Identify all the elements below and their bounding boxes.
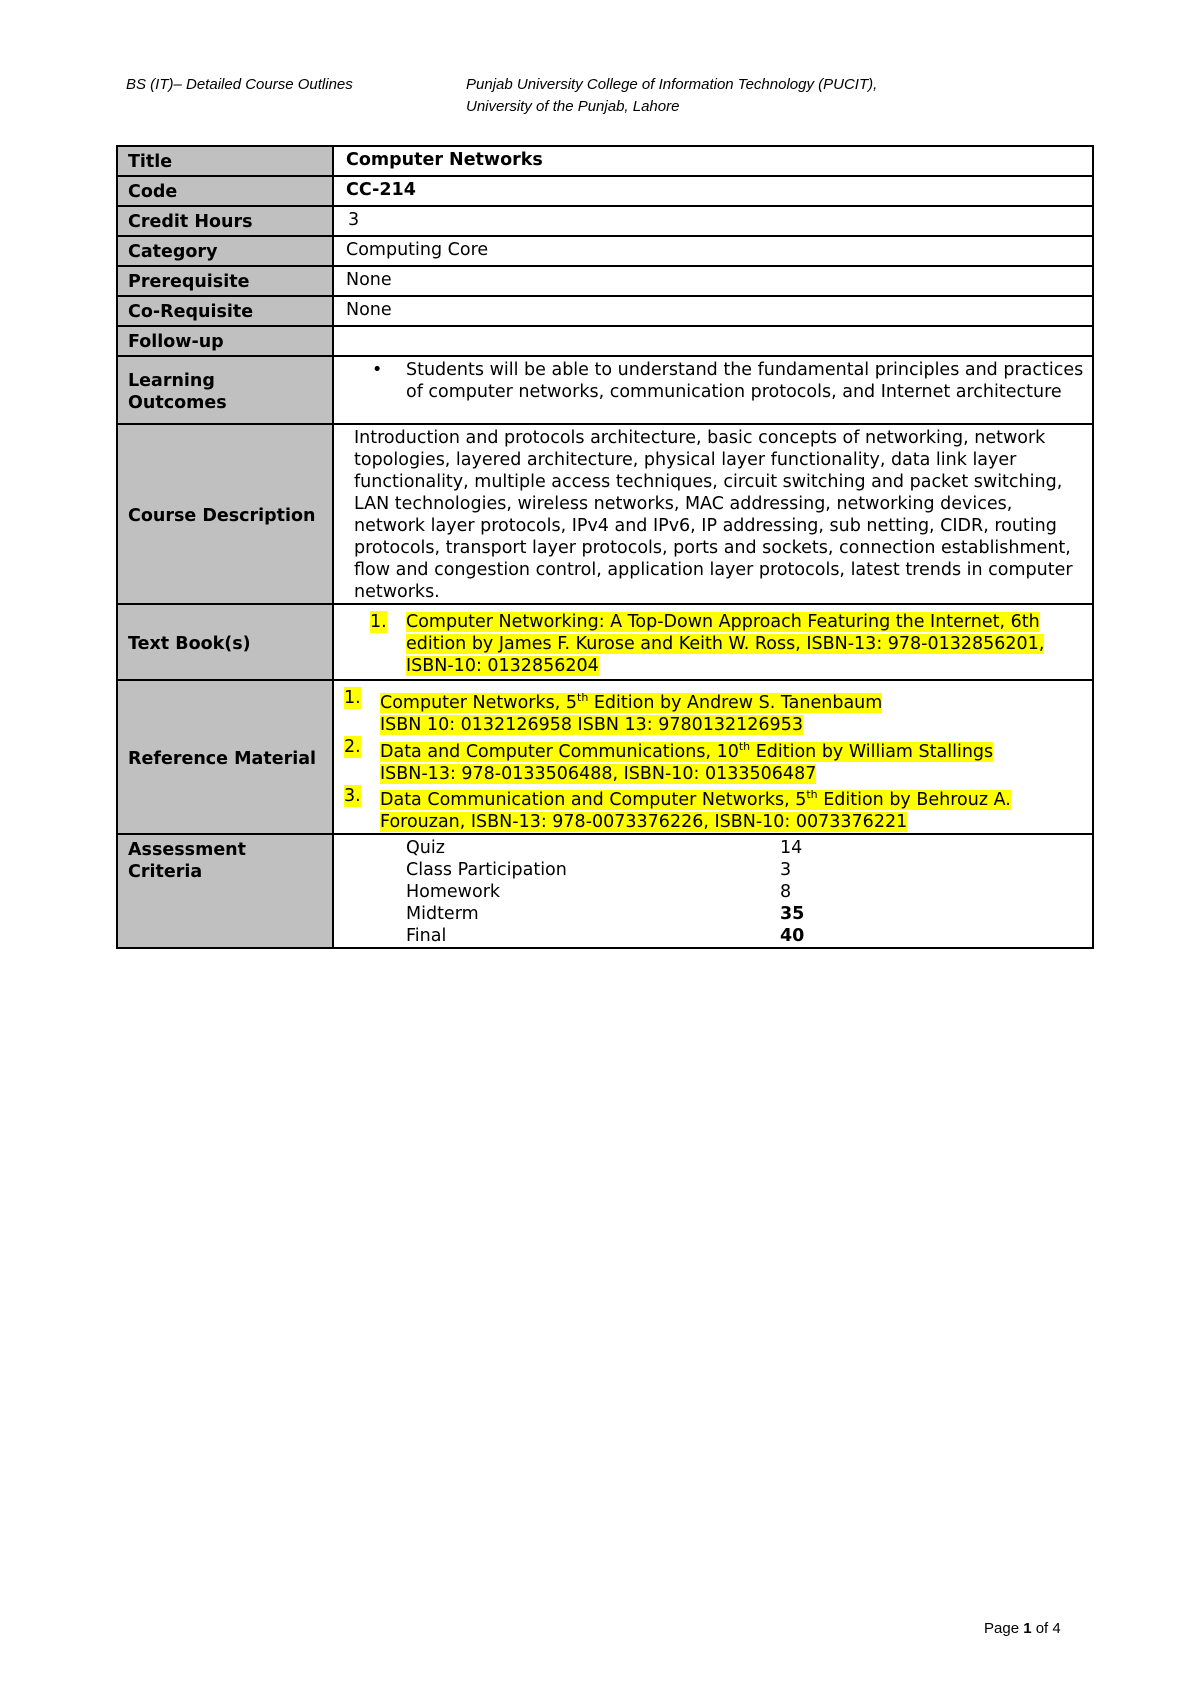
row-category <box>117 236 1093 266</box>
corequisite-label: Co-Requisite <box>117 296 333 326</box>
category-label: Category <box>117 236 333 266</box>
assessment-row <box>334 925 1082 947</box>
list-item <box>344 736 1084 785</box>
assessment-item: Homework <box>406 882 501 903</box>
text-book-citation: Computer Networking: A Top-Down Approach Featuring the Internet, 6th edition by James F. Kurose and Keith W. Ross, ISBN-13: 978-0132856201, ISBN-10: 0132856204 <box>406 612 1045 676</box>
list-number: 1. <box>370 612 387 632</box>
assessment-item: Class Participation <box>406 860 567 881</box>
row-credit-hours <box>117 206 1093 236</box>
assessment-row <box>334 859 1082 881</box>
reference-title-start: Data Communication and Computer Networks, 5 <box>380 790 807 811</box>
assessment-weight: 40 <box>780 926 805 947</box>
reference-title-end: Edition by Andrew S. Tanenbaum <box>588 692 883 713</box>
reference-isbn: Forouzan, ISBN-13: 978-0073376226, ISBN-10: 0073376221 <box>380 812 908 833</box>
text-books-value <box>333 604 1093 680</box>
institution-name <box>466 74 986 118</box>
assessment-weight: 3 <box>780 860 792 881</box>
followup-label: Follow-up <box>117 326 333 356</box>
reference-title <box>380 790 1011 810</box>
text-books-list <box>334 611 1084 677</box>
list-item <box>344 687 1084 736</box>
reference-material-value <box>333 680 1093 834</box>
page-number <box>984 1620 1061 1637</box>
assessment-item: Midterm <box>406 904 479 925</box>
course-description-value: Introduction and protocols architecture, basic concepts of networking, network topologies, layered architecture, physical layer functionality, data link layer functionality, multiple access techniques, circuit switching and packet switching, LAN technologies, wireless networks, MAC addressing, networking devices, network layer protocols, IPv4 and IPv6, IP addressing, sub netting, CIDR, routing protocols, transport layer protocols, ports and sockets, connection establishment, flow and congestion control, application layer protocols, latest trends in computer networks. <box>333 424 1093 604</box>
page-number-prefix: Page <box>984 1620 1024 1637</box>
institution-line-1: Punjab University College of Information Technology (PUCIT), <box>466 76 878 93</box>
row-corequisite <box>117 296 1093 326</box>
list-number: 1. <box>344 688 361 708</box>
row-learning-outcomes <box>117 356 1093 424</box>
row-text-books <box>117 604 1093 680</box>
bullet-icon: • <box>372 360 383 380</box>
ordinal-suffix: th <box>577 691 589 704</box>
category-value: Computing Core <box>333 236 1093 266</box>
corequisite-value: None <box>333 296 1093 326</box>
reference-material-label: Reference Material <box>117 680 333 834</box>
reference-title-start: Data and Computer Communications, 10 <box>380 741 739 762</box>
reference-title <box>380 739 994 762</box>
course-outline-table <box>116 145 1094 949</box>
row-course-description <box>117 424 1093 604</box>
assessment-label <box>117 834 333 948</box>
prerequisite-label: Prerequisite <box>117 266 333 296</box>
page-number-current: 1 <box>1023 1620 1032 1637</box>
assessment-weight: 14 <box>780 838 803 859</box>
assessment-row <box>334 881 1082 903</box>
list-item <box>334 359 1084 403</box>
row-assessment <box>117 834 1093 948</box>
assessment-item: Quiz <box>406 838 445 859</box>
reference-title-end: Edition by Behrouz A. <box>817 790 1011 811</box>
assessment-label-line-2: Criteria <box>128 862 203 883</box>
document-series-title: BS (IT)– Detailed Course Outlines <box>126 76 353 93</box>
learning-outcomes-label-line-2: Outcomes <box>128 393 227 413</box>
reference-title <box>380 693 882 713</box>
page-number-total: 4 <box>1052 1620 1061 1637</box>
learning-outcomes-label <box>117 356 333 424</box>
assessment-label-line-1: Assessment <box>128 840 247 861</box>
assessment-row <box>334 837 1082 859</box>
list-item <box>344 785 1084 834</box>
credit-hours-value: 3 <box>333 206 1093 236</box>
row-followup <box>117 326 1093 356</box>
assessment-row <box>334 903 1082 925</box>
reference-isbn: ISBN-13: 978-0133506488, ISBN-10: 0133506487 <box>380 763 817 784</box>
row-prerequisite <box>117 266 1093 296</box>
followup-value <box>333 326 1093 356</box>
assessment-item: Final <box>406 926 447 947</box>
row-code <box>117 176 1093 206</box>
reference-title-end: Edition by William Stallings <box>750 741 994 762</box>
assessment-weight: 8 <box>780 882 792 903</box>
row-reference-material <box>117 680 1093 834</box>
ordinal-suffix: th <box>738 739 751 753</box>
title-label: Title <box>117 146 333 176</box>
assessment-list <box>334 837 1082 947</box>
course-description-label: Course Description <box>117 424 333 604</box>
title-value: Computer Networks <box>333 146 1093 176</box>
code-value: CC-214 <box>333 176 1093 206</box>
ordinal-suffix: th <box>806 788 818 802</box>
page-number-middle: of <box>1031 1620 1053 1637</box>
list-number: 3. <box>344 785 361 806</box>
learning-outcomes-label-line-1: Learning <box>128 371 215 391</box>
text-books-label: Text Book(s) <box>117 604 333 680</box>
assessment-weight: 35 <box>780 904 805 925</box>
credit-hours-label: Credit Hours <box>117 206 333 236</box>
row-title <box>117 146 1093 176</box>
prerequisite-value: None <box>333 266 1093 296</box>
reference-material-list <box>344 687 1084 833</box>
assessment-value <box>333 834 1093 948</box>
learning-outcomes-value <box>333 356 1093 424</box>
learning-outcomes-list <box>334 359 1084 403</box>
reference-title-start: Computer Networks, 5 <box>380 692 578 713</box>
learning-outcome-text: Students will be able to understand the fundamental principles and practices of computer networks, communication protocols, and Internet architecture <box>406 360 1084 402</box>
list-number: 2. <box>344 736 361 757</box>
list-item <box>334 611 1084 677</box>
institution-line-2: University of the Punjab, Lahore <box>466 98 680 115</box>
code-label: Code <box>117 176 333 206</box>
reference-isbn: ISBN 10: 0132126958 ISBN 13: 9780132126953 <box>380 714 803 735</box>
